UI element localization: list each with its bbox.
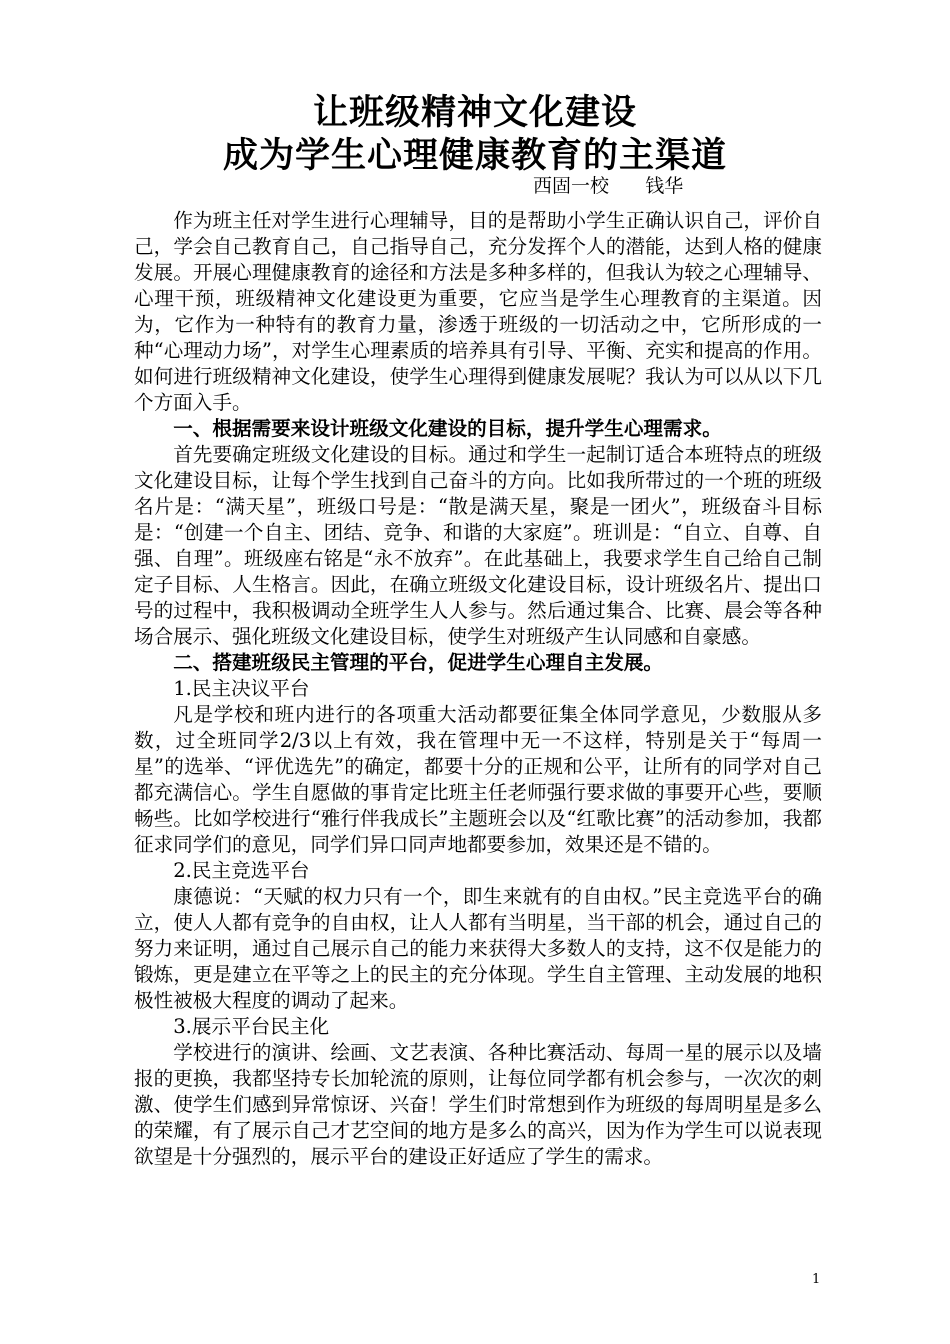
paragraph-intro: 作为班主任对学生进行心理辅导，目的是帮助小学生正确认识自己，评价自己，学会自己教育自己，自己指导自己，充分发挥个人的潜能，达到人格的健康发展。开展心理健康教育的途径和方法是多种多样的，但我认为较之心理辅导、心理干预，班级精神文化建设更为重要，它应当是学生心理教育的主渠道。因为，它作为一种特有的教育力量，渗透于班级的一切活动之中，它所形成的一种“心理动力场”，对学生心理素质的培养具有引导、平衡、充实和提高的作用。如何进行班级精神文化建设，使学生心理得到健康发展呢？我认为可以从以下几个方面入手。 <box>134 209 822 414</box>
subheading: 2.民主竞选平台 <box>173 859 310 882</box>
author-line: 西固一校 钱华 <box>533 175 684 197</box>
page-number: 1 <box>812 1272 821 1287</box>
document-body <box>134 208 822 1170</box>
subheading: 1.民主决议平台 <box>173 677 310 700</box>
subheading: 3.展示平台民主化 <box>173 1015 330 1038</box>
section-heading-1: 一、根据需要来设计班级文化建设的目标，提升学生心理需求。 <box>173 417 722 440</box>
section-heading-2: 二、搭建班级民主管理的平台，促进学生心理自主发展。 <box>173 651 664 674</box>
paragraph: 康德说：“天赋的权力只有一个，即生来就有的自由权。”民主竞选平台的确立，使人人都有竞争的自由权，让人人都有当明星，当干部的机会，通过自己的努力来证明，通过自己展示自己的能力来获得大多数人的支持，这不仅是能力的锻炼，更是建立在平等之上的民主的充分体现。学生自主管理、主动发展的地积极性被极大程度的调动了起来。 <box>134 885 822 1012</box>
paragraph: 凡是学校和班内进行的各项重大活动都要征集全体同学意见，少数服从多数，过全班同学2/3以上有效，我在管理中无一不这样，特别是关于“每周一星”的选举、“评优选先”的确定，都要十分的正规和公平，让所有的同学对自己都充满信心。学生自愿做的事肯定比班主任老师强行要求做的事要开心些，要顺畅些。比如学校进行“雅行伴我成长”主题班会以及“红歌比赛”的活动参加，我都征求同学们的意见，同学们异口同声地都要参加，效果还是不错的。 <box>134 703 822 856</box>
title-line-1: 让班级精神文化建设 <box>312 92 637 133</box>
paragraph: 学校进行的演讲、绘画、文艺表演、各种比赛活动、每周一星的展示以及墙报的更换，我都坚持专长加轮流的原则，让每位同学都有机会参与，一次次的刺激、使学生们感到异常惊讶、兴奋！学生们时常想到作为班级的每周明星是多么的荣耀，有了展示自己才艺空间的地方是多么的高兴，因为作为学生可以说表现欲望是十分强烈的，展示平台的建设正好适应了学生的需求。 <box>134 1041 822 1168</box>
paragraph: 首先要确定班级文化建设的目标。通过和学生一起制订适合本班特点的班级文化建设目标，让每个学生找到自己奋斗的方向。比如我所带过的一个班的班级名片是：“满天星”，班级口号是：“散是满天星，聚是一团火”，班级奋斗目标是：“创建一个自主、团结、竞争、和谐的大家庭”。班训是：“自立、自尊、自强、自理”。班级座右铭是“永不放弃”。在此基础上，我要求学生自己给自己制定子目标、人生格言。因此，在确立班级文化建设目标，设计班级名片、提出口号的过程中，我积极调动全班学生人人参与。然后通过集合、比赛、晨会等各种场合展示、强化班级文化建设目标，使学生对班级产生认同感和自豪感。 <box>134 443 822 648</box>
title-line-2: 成为学生心理健康教育的主渠道 <box>222 135 727 176</box>
